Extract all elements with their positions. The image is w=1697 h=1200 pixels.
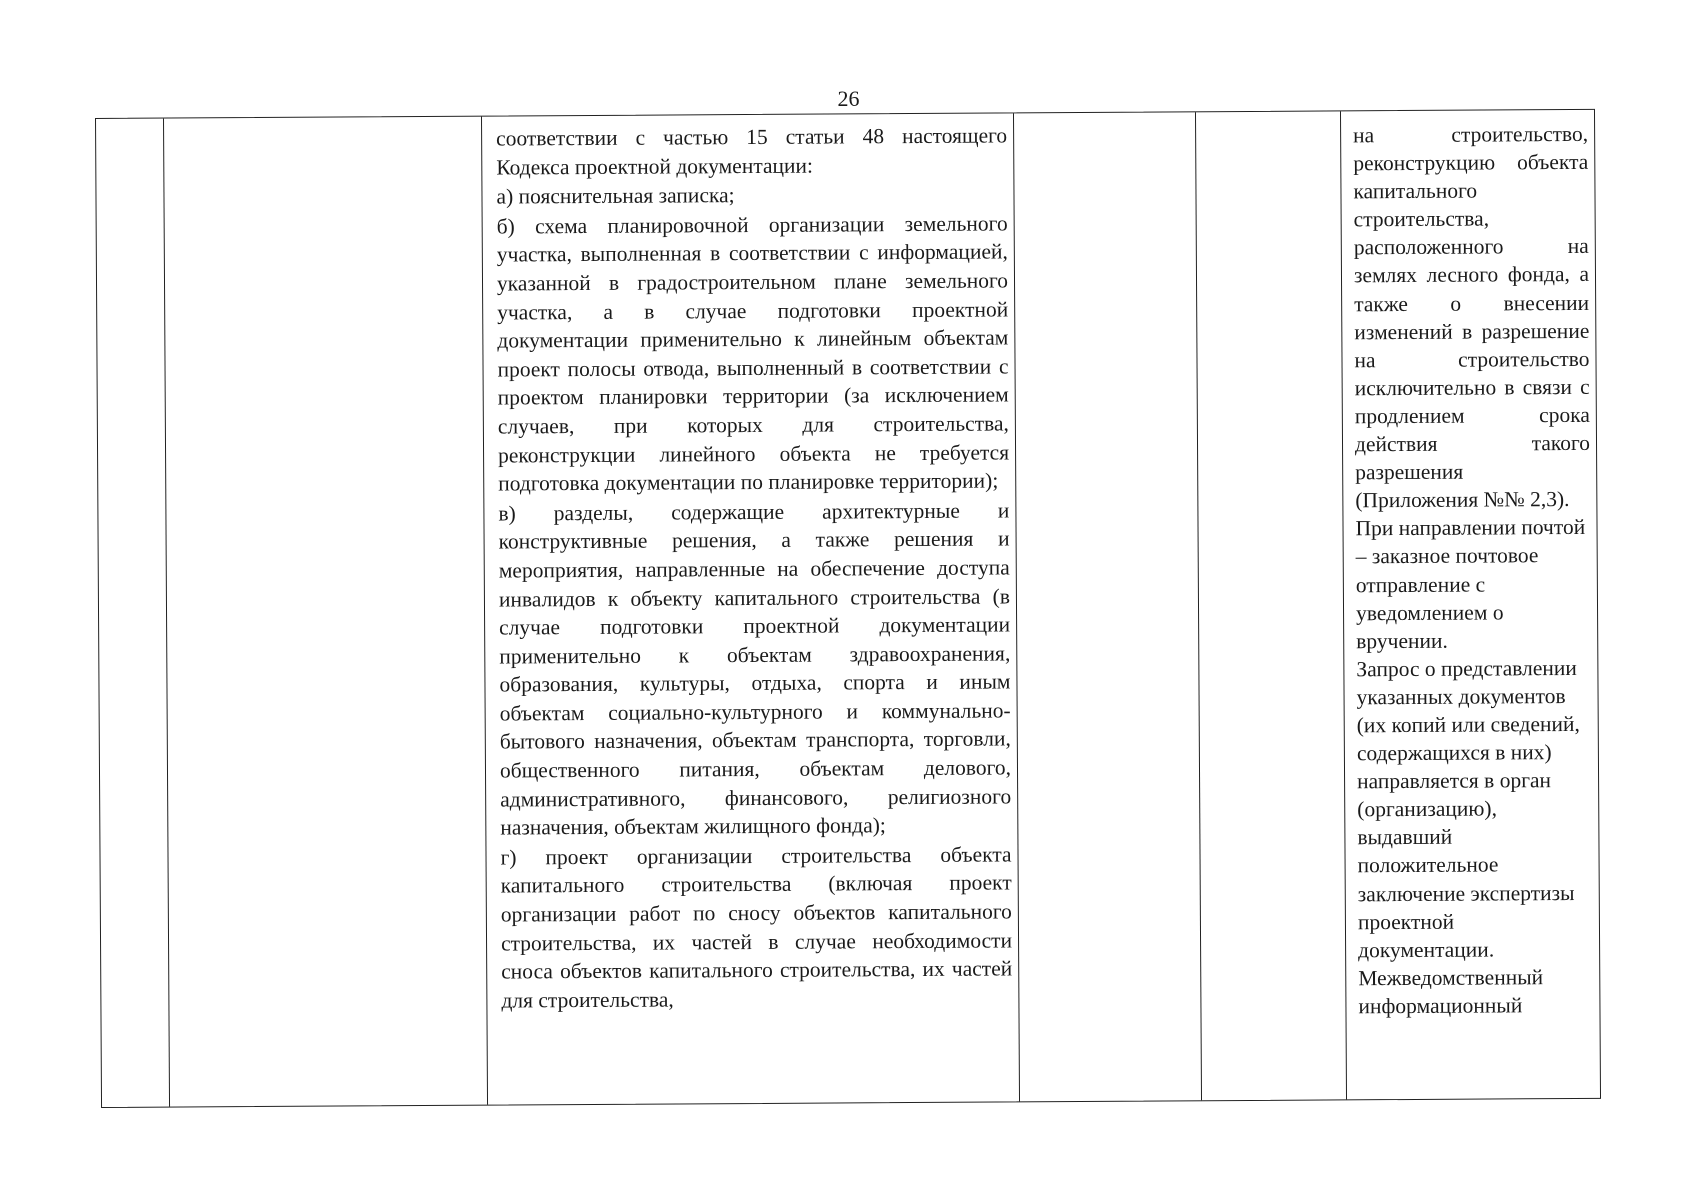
- table-column-empty-4: [1014, 112, 1202, 1101]
- documents-item-v: в) разделы, содержащие архитектурные и конструктивные решения, а также решения и мероприятия, направленные на обеспечение доступа инвалидов к объекту капитального строительства (в случае подготовки проектной документации применительно к объектам здравоохранения, образования, культуры, отдыха, спорта и иным объектам социально-культурного и коммунально-бытового назначения, объектам транспорта, торговли, общественного питания, объектам делового, административного, финансового, религиозного назначения, объектам жилищного фонда);: [498, 498, 1012, 840]
- table-column-procedure: [1341, 110, 1602, 1100]
- table-column-empty-5: [1196, 111, 1347, 1100]
- documents-item-a: а) пояснительная записка;: [496, 183, 735, 209]
- procedure-text-mail: При направлении почтой – заказное почтовое отправление с уведомлением о вручении.: [1355, 515, 1586, 653]
- documents-item-b: б) схема планировочной организации земельного участка, выполненная в соответствии с информацией, указанной в градостроительном плане земельного участка, а в случае подготовки проектной документации применительно к линейным объектам проект полосы отвода, выполненный в соответствии с проектом планировки территории (за исключением случаев, при которых для строительства, реконструкции линейного объекта не требуется подготовка документации по планировке территории);: [496, 211, 1010, 496]
- procedure-text-request: Запрос о представлении указанных документов (их копий или сведений, содержащихся в них) направляется в орган (организацию), выдавший положительное заключение экспертизы проектной документации.: [1356, 655, 1580, 963]
- table-column-service-name: [164, 117, 488, 1107]
- documents-intro-text: соответствии с частью 15 статьи 48 настоящего Кодекса проектной документации:: [496, 123, 1008, 180]
- procedure-text-interagency: Межведомственный информационный: [1358, 964, 1544, 1019]
- table-column-number: [96, 119, 170, 1107]
- document-table: [95, 109, 1601, 1108]
- page-number: 26: [837, 86, 860, 111]
- documents-item-g: г) проект организации строительства объекта капитального строительства (включая проект организации работ по сносу объектов капитального строительства, их частей в случае необходимости сноса объектов капитального строительства, их частей для строительства,: [500, 842, 1013, 1013]
- procedure-text-permit: на строительство, реконструкцию объекта капитального строительства, расположенного на землях лесного фонда, а также о внесении изменений в разрешение на строительство исключительно в связи с продлением срока действия такого разрешения (Приложения №№ 2,3).: [1353, 121, 1591, 513]
- table-column-required-documents: [482, 113, 1020, 1104]
